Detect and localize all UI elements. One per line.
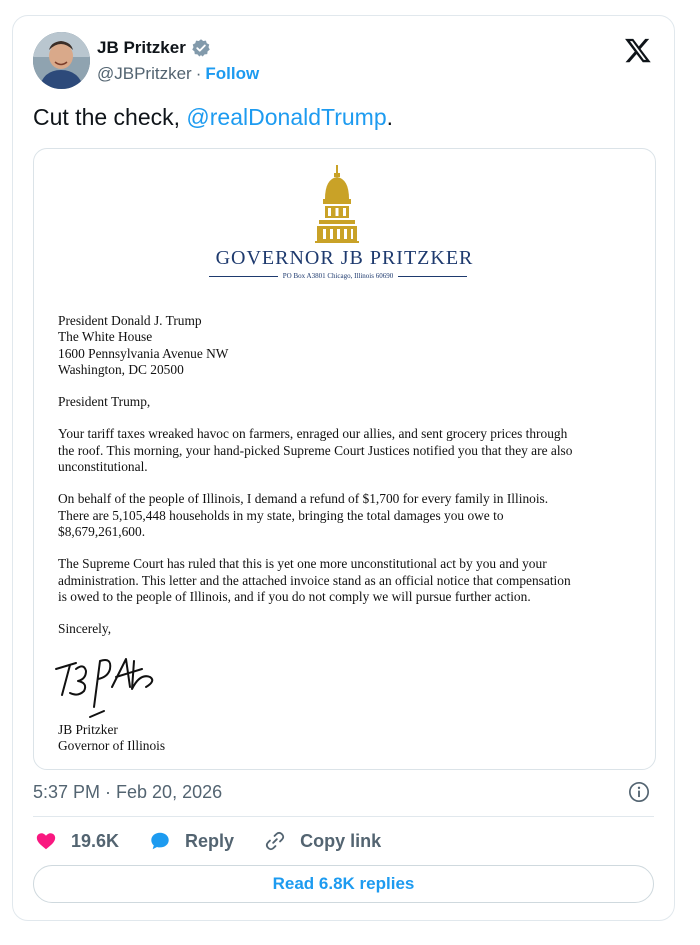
signer-title: Governor of Illinois <box>58 738 166 754</box>
paragraph-line: The Supreme Court has ruled that this is yet one more unconstitutional act by you and your <box>58 556 547 572</box>
read-replies-button[interactable]: Read 6.8K replies <box>33 865 654 903</box>
tweet-text-suffix: . <box>386 104 393 130</box>
paragraph-line: the roof. This morning, your hand-picked Supreme Court Justices notified you that they are also <box>58 442 573 458</box>
avatar[interactable] <box>33 32 90 89</box>
closing-text: Sincerely, <box>58 621 112 637</box>
action-bar <box>35 828 411 854</box>
paragraph-line: $8,679,261,600. <box>58 523 146 539</box>
recipient-line: President Donald J. Trump <box>58 313 202 328</box>
reply-bubble-icon <box>149 830 171 852</box>
paragraph-line: is owed to the people of Illinois, and if you do not comply we will pursue further action. <box>58 588 531 604</box>
paragraph-line: unconstitutional. <box>58 459 148 475</box>
tweet-timestamp[interactable]: 5:37 PM · Feb 20, 2026 <box>33 782 223 802</box>
recipient-line: 1600 Pennsylvania Avenue NW <box>58 345 229 361</box>
like-button[interactable] <box>35 830 119 852</box>
capitol-dome-icon <box>313 165 361 243</box>
author-handle-row <box>97 64 259 84</box>
divider <box>33 816 654 817</box>
letterhead-rule-right <box>398 276 467 277</box>
closing <box>58 621 618 637</box>
paragraph-line: There are 5,105,448 households in my state, bringing the total damages you owe to <box>58 507 504 523</box>
info-icon[interactable] <box>628 781 650 803</box>
author-display-name[interactable]: JB Pritzker <box>97 38 186 57</box>
paragraph-2 <box>58 491 618 540</box>
author-name-row <box>97 36 211 60</box>
recipient-block <box>58 313 618 378</box>
follow-button[interactable]: Follow <box>205 64 260 83</box>
letter-body <box>58 313 618 653</box>
recipient-line: Washington, DC 20500 <box>58 361 184 377</box>
signer-name: JB Pritzker <box>58 722 118 737</box>
tweet-text-prefix: Cut the check, <box>33 104 187 130</box>
mention-link[interactable]: @realDonaldTrump <box>186 104 387 130</box>
reply-button[interactable] <box>149 830 234 852</box>
author-handle[interactable]: @JBPritzker <box>97 64 192 83</box>
verified-badge-icon <box>191 38 211 58</box>
letterhead-address-line <box>209 272 467 280</box>
handwritten-signature <box>50 647 170 727</box>
separator-dot: · <box>195 64 202 83</box>
paragraph-3 <box>58 556 618 605</box>
tweet-text <box>33 104 393 131</box>
signer-block <box>58 722 165 755</box>
paragraph-line: Your tariff taxes wreaked havoc on farmers, enraged our allies, and sent grocery prices through <box>58 426 568 442</box>
reply-label: Reply <box>185 830 235 851</box>
paragraph-1 <box>58 426 618 475</box>
link-icon <box>264 830 286 852</box>
salutation <box>58 394 618 410</box>
salutation-text: President Trump, <box>58 394 151 410</box>
attached-letter-image[interactable] <box>33 148 656 770</box>
letterhead-title: GOVERNOR JB PRITZKER <box>215 247 474 269</box>
letterhead-address: PO Box A3801 Chicago, Illinois 60690 <box>282 272 394 280</box>
recipient-line: The White House <box>58 329 153 345</box>
copy-link-button[interactable] <box>264 830 381 852</box>
likes-count: 19.6K <box>71 830 120 851</box>
x-logo-icon[interactable] <box>624 36 652 64</box>
paragraph-line: administration. This letter and the attached invoice stand as an official notice that compensation <box>58 572 571 588</box>
copy-link-label: Copy link <box>300 830 382 851</box>
tweet-card <box>12 15 675 921</box>
letterhead-rule-left <box>209 276 278 277</box>
heart-icon <box>35 830 57 852</box>
paragraph-line: On behalf of the people of Illinois, I demand a refund of $1,700 for every family in Illinois. <box>58 491 549 507</box>
